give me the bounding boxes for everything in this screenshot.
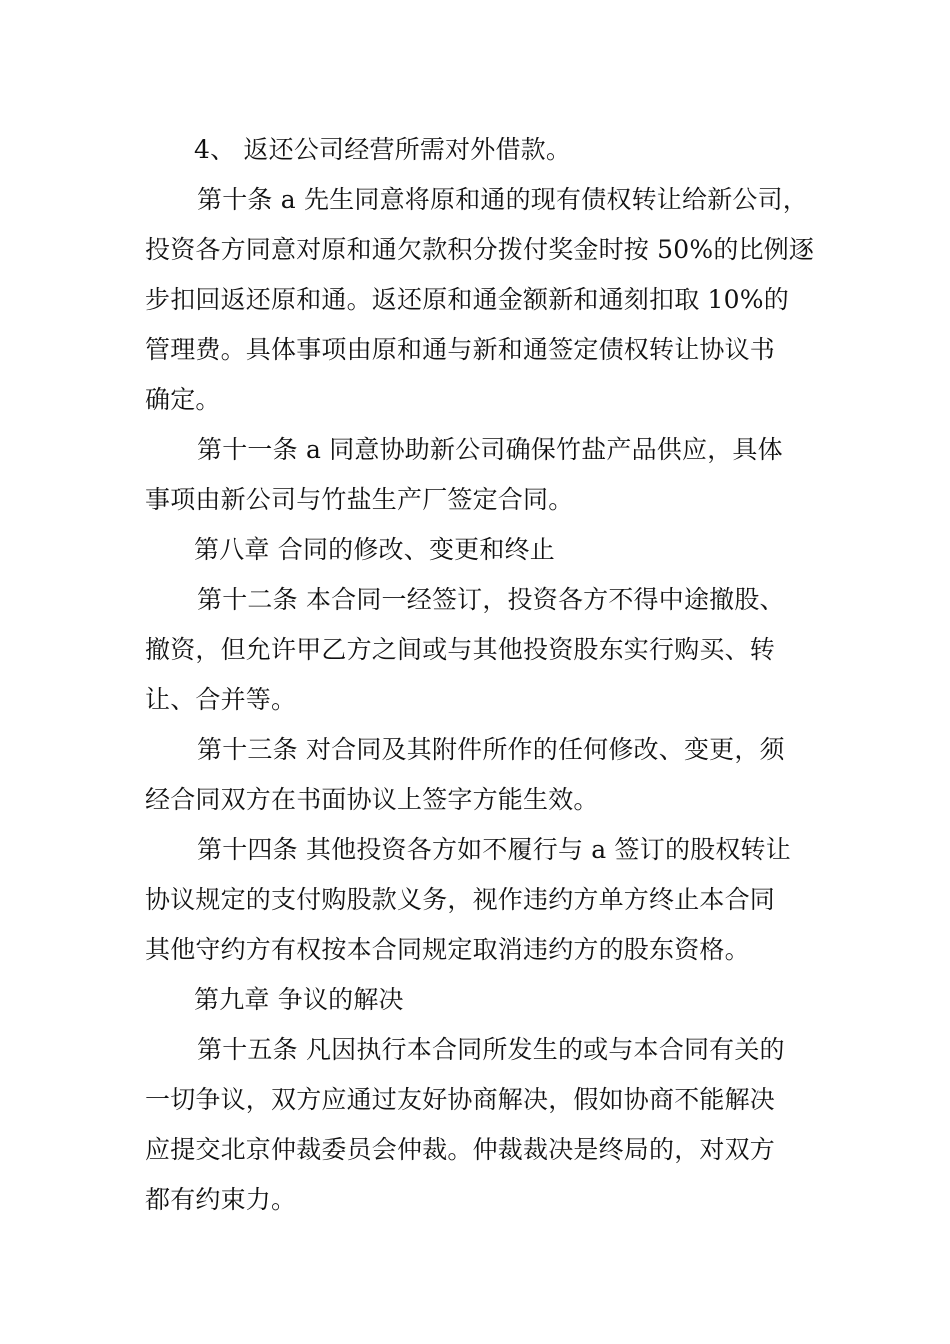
text-line: 第十三条 对合同及其附件所作的任何修改、变更，须	[197, 735, 785, 764]
text-line: 一切争议，双方应通过友好协商解决，假如协商不能解决	[145, 1085, 776, 1114]
text-line: 第十二条 本合同一经签订，投资各方不得中途撤股、	[197, 585, 785, 614]
chapter-heading: 第九章 争议的解决	[194, 985, 404, 1014]
text-line: 第十五条 凡因执行本合同所发生的或与本合同有关的	[197, 1035, 785, 1064]
text-line: 撤资，但允许甲乙方之间或与其他投资股东实行购买、转	[145, 635, 776, 664]
text-line: 确定。	[145, 385, 221, 414]
text-line: 第十一条 a 同意协助新公司确保竹盐产品供应，具体	[197, 435, 783, 464]
text-line: 应提交北京仲裁委员会仲裁。仲裁裁决是终局的，对双方	[145, 1135, 776, 1164]
text-line: 事项由新公司与竹盐生产厂签定合同。	[145, 485, 574, 514]
text-line: 都有约束力。	[145, 1185, 297, 1214]
text-line: 步扣回返还原和通。返还原和通金额新和通刻扣取 10%的	[145, 285, 789, 314]
text-line: 管理费。具体事项由原和通与新和通签定债权转让协议书	[145, 335, 776, 364]
text-line: 协议规定的支付购股款义务，视作违约方单方终止本合同	[145, 885, 776, 914]
text-line: 经合同双方在书面协议上签字方能生效。	[145, 785, 599, 814]
chapter-heading: 第八章 合同的修改、变更和终止	[194, 535, 555, 564]
text-line: 投资各方同意对原和通欠款积分拨付奖金时按 50%的比例逐	[145, 235, 815, 264]
text-line: 第十条 a 先生同意将原和通的现有债权转让给新公司，	[197, 185, 809, 214]
text-line: 让、合并等。	[145, 685, 297, 714]
text-line: 4、 返还公司经营所需对外借款。	[194, 135, 572, 164]
text-line: 第十四条 其他投资各方如不履行与 a 签订的股权转让	[197, 835, 791, 864]
text-line: 其他守约方有权按本合同规定取消违约方的股东资格。	[145, 935, 750, 964]
